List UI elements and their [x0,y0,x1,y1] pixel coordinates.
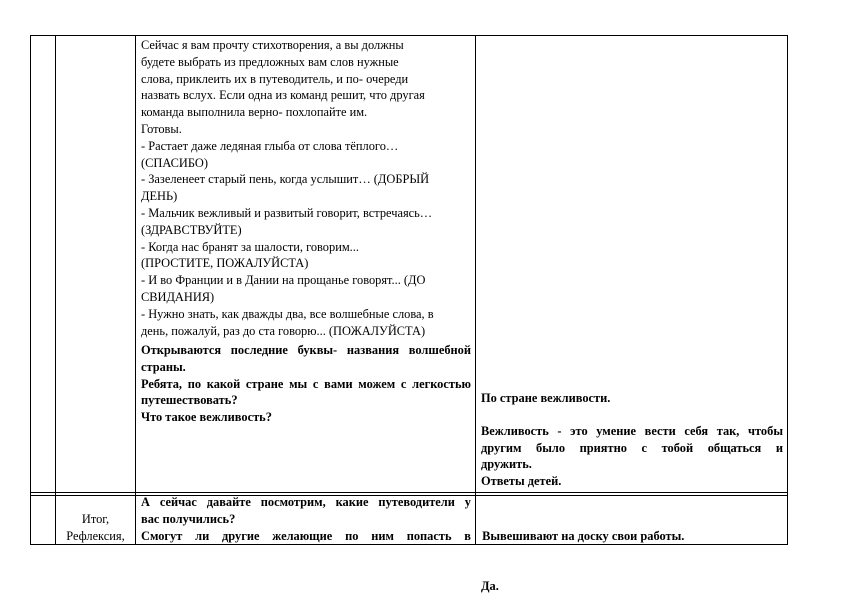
response-line: Вывешивают на доску свои работы. [479,528,685,543]
activity-line: вас получились? [141,511,236,526]
activity-line: назвать вслух. Если одна из команд решит, что другая [141,88,425,103]
column-divider-2 [135,35,136,545]
activity-line: слова, приклеить их в путеводитель, и по- очереди [141,71,409,86]
activity-line: (СПАСИБО) [141,155,208,170]
table-right-border [787,35,788,545]
row2-stage-cell [56,511,135,545]
response-line: Вежливость - это умение вести себя так, чтобы [481,423,783,438]
activity-line: - Мальчик вежливый и развитый говорит, встречаясь… [141,205,433,220]
response-line: дружить. [481,457,532,472]
activity-line: - Растает даже ледяная глыба от слова тёплого… [141,138,399,153]
activity-bold-line: Ребята, по какой стране мы с вами можем с легкостью [141,376,471,391]
activity-line: (ЗДРАВСТВУЙТЕ) [141,222,242,237]
activity-bold-line: Что такое вежливость? [141,410,272,425]
column-divider-3 [475,35,476,545]
activity-line: Готовы. [141,121,182,136]
activity-line: ДЕНЬ) [141,189,178,204]
activity-line: (ПРОСТИТЕ, ПОЖАЛУЙСТА) [141,256,309,271]
activity-line: А сейчас давайте посмотрим, какие путеводители у [141,495,471,509]
row1-response-cell [481,390,783,490]
activity-line: команда выполнила верно- похлопайте им. [141,105,368,120]
response-line: Ответы детей. [481,474,562,489]
activity-line: - Нужно знать, как дважды два, все волшебные слова, в [141,306,434,321]
activity-line: день, пожалуй, раз до ста говорю... (ПОЖАЛУЙСТА) [141,323,426,338]
row2-response-cell [479,494,783,612]
activity-bold-line: страны. [141,359,186,374]
row2-activity-cell [141,494,471,544]
response-line: другим было приятно с тобой общаться и [481,440,783,455]
activity-line: - И во Франции и в Дании на прощанье говорят... (ДО [141,273,426,288]
row-divider [30,492,788,493]
table-top-border [30,35,788,36]
activity-line: Смогут ли другие желающие по ним попасть в [141,528,471,543]
activity-bold-line: путешествовать? [141,393,238,408]
response-line: Да. [481,578,499,593]
activity-line: Сейчас я вам прочту стихотворения, а вы должны [141,38,404,52]
stage-line: Итог, [81,512,110,526]
activity-bold-line: Открываются последние буквы- названия волшебной [141,343,471,357]
table-left-border [30,35,31,545]
activity-line: СВИДАНИЯ) [141,289,215,304]
response-line: По стране вежливости. [481,391,611,405]
row1-activity-bold-block [141,342,471,426]
column-divider-1 [55,35,56,545]
activity-line: - Зазеленеет старый пень, когда услышит… (ДОБРЫЙ [141,172,430,187]
row1-activity-cell [141,37,471,339]
stage-line: Рефлексия, [66,528,125,543]
activity-line: будете выбрать из предложных вам слов нужные [141,54,399,69]
activity-line: - Когда нас бранят за шалости, говорим... [141,239,359,254]
